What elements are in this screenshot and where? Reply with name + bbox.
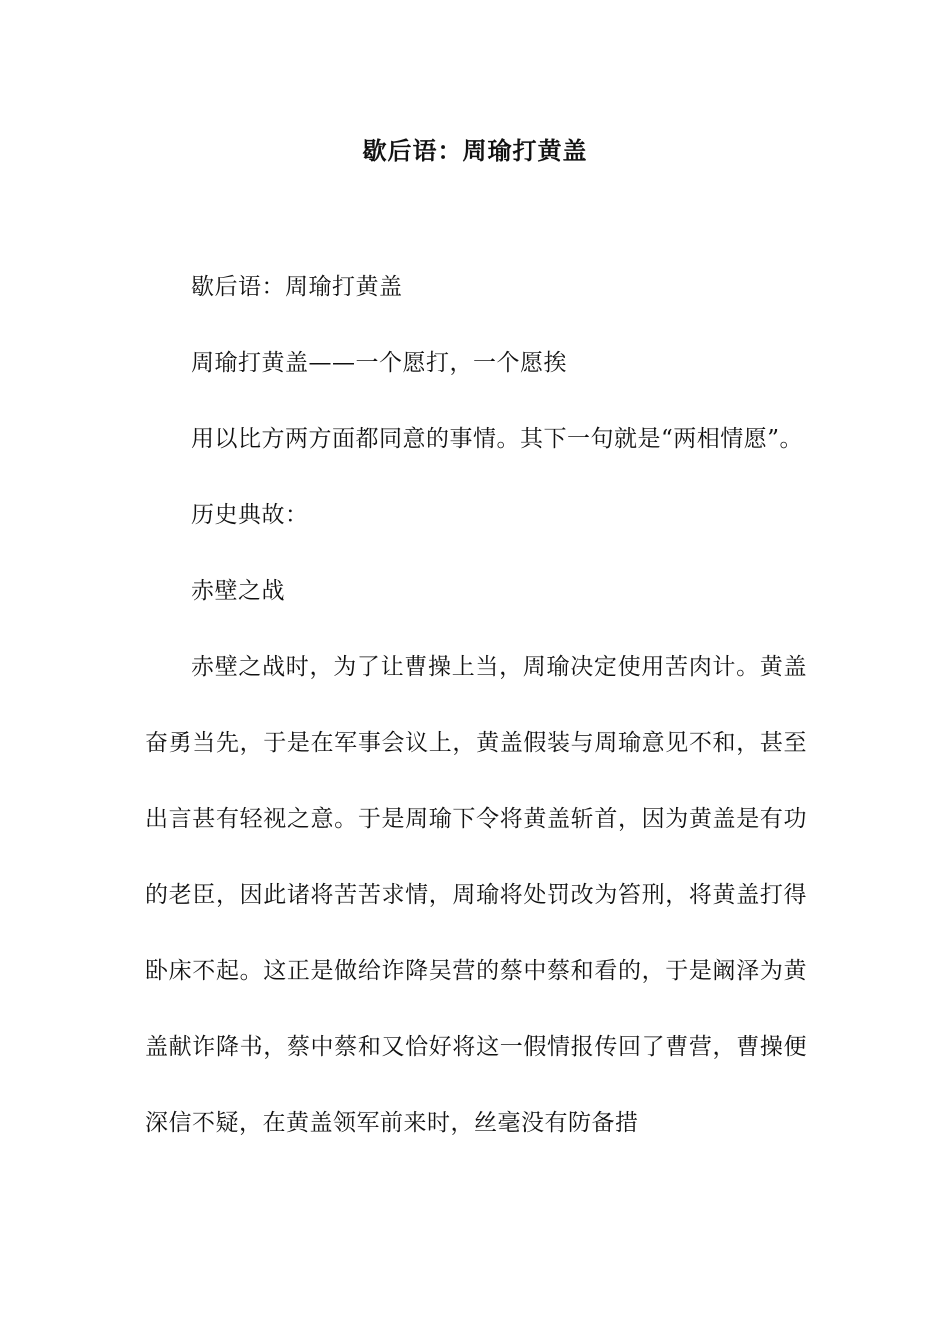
paragraph: 赤壁之战时，为了让曹操上当，周瑜决定使用苦肉计。黄盖奋勇当先，于是在军事会议上，黄盖假装与周瑜意见不和，甚至出言甚有轻视之意。于是周瑜下令将黄盖斩首，因为黄盖是有功的老臣，因此诸将苦苦求情，周瑜将处罚改为笞刑，将黄盖打得卧床不起。这正是做给诈降吴营的蔡中蔡和看的，于是阚泽为黄盖献诈降书，蔡中蔡和又恰好将这一假情报传回了曹营，曹操便深信不疑，在黄盖领军前来时，丝毫没有防备措	[145, 654, 807, 1136]
document-title: 歇后语：周瑜打黄盖	[362, 136, 588, 165]
paragraph: 赤壁之战	[191, 578, 285, 604]
document-body	[145, 249, 807, 1161]
paragraph: 周瑜打黄盖——一个愿打，一个愿挨	[191, 350, 567, 376]
paragraph: 用以比方两方面都同意的事情。其下一句就是“两相情愿”。	[191, 426, 804, 452]
paragraph: 历史典故：	[191, 502, 309, 528]
paragraph: 歇后语：周瑜打黄盖	[191, 274, 403, 300]
